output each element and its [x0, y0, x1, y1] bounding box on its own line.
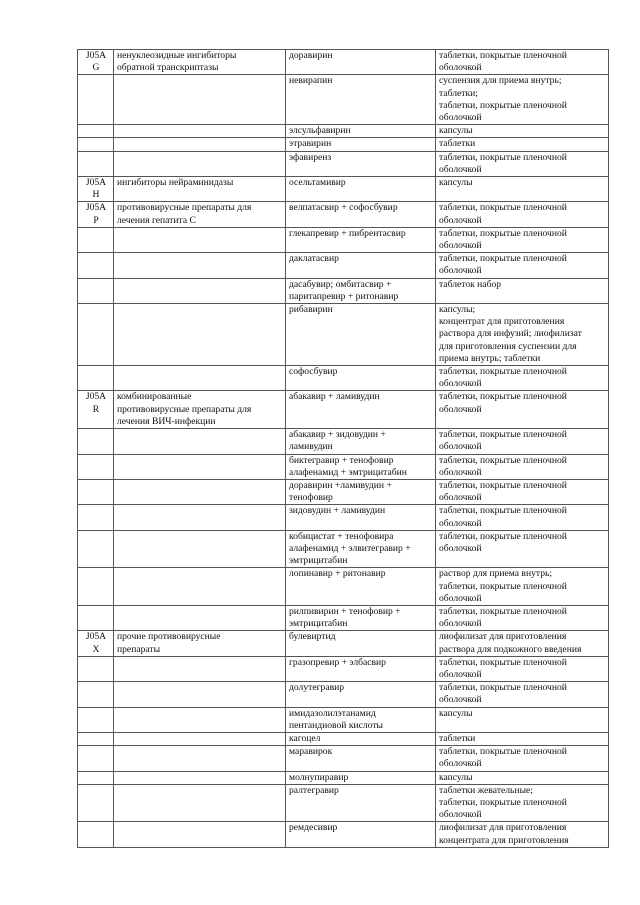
dosage-form-cell: таблетки жевательные; таблетки, покрытые пленочной оболочкой — [436, 784, 609, 822]
pharmacological-group-cell — [114, 366, 286, 391]
pharmacological-group-cell — [114, 732, 286, 745]
pharmacological-group-cell — [114, 822, 286, 847]
atc-code-cell — [78, 227, 114, 252]
dosage-form-cell: лиофилизат для приготовления раствора для подкожного введения — [436, 631, 609, 656]
pharmacological-group-cell: ингибиторы нейраминидазы — [114, 177, 286, 202]
atc-code-cell — [78, 454, 114, 479]
atc-code-cell — [78, 253, 114, 278]
atc-code-cell — [78, 822, 114, 847]
atc-code-cell — [78, 75, 114, 125]
pharmacological-group-cell — [114, 530, 286, 568]
drug-name-cell: зидовудин + ламивудин — [286, 505, 436, 530]
drug-name-cell: рибавирин — [286, 304, 436, 366]
drug-name-cell: биктегравир + тенофовир алафенамид + эмтрицитабин — [286, 454, 436, 479]
table-row — [78, 568, 609, 606]
dosage-form-cell: таблетки, покрытые пленочной оболочкой — [436, 530, 609, 568]
pharmacological-group-cell — [114, 429, 286, 454]
table-row — [78, 771, 609, 784]
atc-code-cell — [78, 771, 114, 784]
pharmacological-group-cell: противовирусные препараты для лечения гепатита С — [114, 202, 286, 227]
dosage-form-cell: раствор для приема внутрь; таблетки, покрытые пленочной оболочкой — [436, 568, 609, 606]
table-row — [78, 707, 609, 732]
atc-code-cell — [78, 278, 114, 303]
atc-code-cell: J05A P — [78, 202, 114, 227]
atc-code-cell — [78, 505, 114, 530]
table-row — [78, 227, 609, 252]
drug-name-cell: маравирок — [286, 746, 436, 771]
dosage-form-cell: таблетки, покрытые пленочной оболочкой — [436, 429, 609, 454]
drug-name-cell: этравирин — [286, 138, 436, 151]
dosage-form-cell: суспензия для приема внутрь; таблетки; таблетки, покрытые пленочной оболочкой — [436, 75, 609, 125]
dosage-form-cell: таблетки, покрытые пленочной оболочкой — [436, 746, 609, 771]
pharmacological-group-cell: комбинированные противовирусные препараты для лечения ВИЧ-инфекции — [114, 391, 286, 429]
pharmacological-group-cell — [114, 138, 286, 151]
atc-code-cell — [78, 151, 114, 176]
table-row — [78, 278, 609, 303]
drug-name-cell: даклатасвир — [286, 253, 436, 278]
table-row — [78, 429, 609, 454]
dosage-form-cell: таблетки, покрытые пленочной оболочкой — [436, 454, 609, 479]
dosage-form-cell: капсулы — [436, 771, 609, 784]
pharmacological-group-cell — [114, 505, 286, 530]
pharmacological-group-cell — [114, 771, 286, 784]
document-page — [77, 49, 608, 848]
drug-name-cell: абакавир + зидовудин + ламивудин — [286, 429, 436, 454]
atc-code-cell — [78, 530, 114, 568]
dosage-form-cell: лиофилизат для приготовления концентрата для приготовления — [436, 822, 609, 847]
atc-code-cell — [78, 656, 114, 681]
atc-code-cell — [78, 479, 114, 504]
dosage-form-cell: таблетки — [436, 138, 609, 151]
table-row — [78, 151, 609, 176]
table-row — [78, 631, 609, 656]
drug-name-cell: булевиртид — [286, 631, 436, 656]
table-row — [78, 304, 609, 366]
pharmacological-group-cell — [114, 746, 286, 771]
table-row — [78, 125, 609, 138]
dosage-form-cell: капсулы — [436, 177, 609, 202]
dosage-form-cell: таблетки, покрытые пленочной оболочкой — [436, 151, 609, 176]
dosage-form-cell: капсулы; концентрат для приготовления раствора для инфузий; лиофилизат для приготовления суспензии для приема внутрь; таблетки — [436, 304, 609, 366]
dosage-form-cell: таблетки, покрытые пленочной оболочкой — [436, 656, 609, 681]
pharmacological-group-cell — [114, 479, 286, 504]
atc-code-cell — [78, 605, 114, 630]
dosage-form-cell: таблетки, покрытые пленочной оболочкой — [436, 366, 609, 391]
drug-name-cell: доравирин +ламивудин + тенофовир — [286, 479, 436, 504]
table-row — [78, 202, 609, 227]
pharmacological-group-cell — [114, 227, 286, 252]
atc-code-cell: J05A R — [78, 391, 114, 429]
pharmacological-group-cell — [114, 454, 286, 479]
table-row — [78, 822, 609, 847]
drug-name-cell: абакавир + ламивудин — [286, 391, 436, 429]
drug-name-cell: лопинавир + ритонавир — [286, 568, 436, 606]
atc-code-cell — [78, 366, 114, 391]
pharmacological-group-cell — [114, 784, 286, 822]
table-row — [78, 746, 609, 771]
atc-code-cell — [78, 125, 114, 138]
table-row — [78, 454, 609, 479]
drug-table — [77, 49, 609, 848]
drug-name-cell: невирапин — [286, 75, 436, 125]
table-row — [78, 75, 609, 125]
pharmacological-group-cell: ненуклеозидные ингибиторы обратной транскриптазы — [114, 50, 286, 75]
dosage-form-cell: капсулы — [436, 707, 609, 732]
pharmacological-group-cell — [114, 605, 286, 630]
atc-code-cell — [78, 784, 114, 822]
drug-name-cell: глекапревир + пибрентасвир — [286, 227, 436, 252]
table-row — [78, 605, 609, 630]
pharmacological-group-cell — [114, 151, 286, 176]
atc-code-cell — [78, 304, 114, 366]
table-row — [78, 732, 609, 745]
dosage-form-cell: таблетки, покрытые пленочной оболочкой — [436, 391, 609, 429]
dosage-form-cell: таблетки, покрытые пленочной оболочкой — [436, 605, 609, 630]
drug-name-cell: элсульфавирин — [286, 125, 436, 138]
drug-name-cell: кагоцел — [286, 732, 436, 745]
drug-name-cell: эфавиренз — [286, 151, 436, 176]
table-row — [78, 50, 609, 75]
dosage-form-cell: таблетки, покрытые пленочной оболочкой — [436, 253, 609, 278]
pharmacological-group-cell — [114, 656, 286, 681]
pharmacological-group-cell — [114, 568, 286, 606]
table-row — [78, 479, 609, 504]
drug-name-cell: осельтамивир — [286, 177, 436, 202]
pharmacological-group-cell — [114, 253, 286, 278]
atc-code-cell: J05A H — [78, 177, 114, 202]
table-row — [78, 138, 609, 151]
pharmacological-group-cell — [114, 125, 286, 138]
table-row — [78, 391, 609, 429]
atc-code-cell — [78, 429, 114, 454]
table-row — [78, 253, 609, 278]
dosage-form-cell: таблетки, покрытые пленочной оболочкой — [436, 505, 609, 530]
dosage-form-cell: таблетки, покрытые пленочной оболочкой — [436, 682, 609, 707]
atc-code-cell — [78, 707, 114, 732]
table-row — [78, 784, 609, 822]
drug-table-body — [78, 50, 609, 848]
pharmacological-group-cell — [114, 304, 286, 366]
dosage-form-cell: таблетки, покрытые пленочной оболочкой — [436, 479, 609, 504]
drug-name-cell: доравирин — [286, 50, 436, 75]
pharmacological-group-cell: прочие противовирусные препараты — [114, 631, 286, 656]
dosage-form-cell: таблетки — [436, 732, 609, 745]
pharmacological-group-cell — [114, 75, 286, 125]
table-row — [78, 505, 609, 530]
table-row — [78, 366, 609, 391]
drug-name-cell: молнупиравир — [286, 771, 436, 784]
atc-code-cell — [78, 732, 114, 745]
drug-name-cell: дасабувир; омбитасвир + паритапревир + ритонавир — [286, 278, 436, 303]
drug-name-cell: софосбувир — [286, 366, 436, 391]
drug-name-cell: велпатасвир + софосбувир — [286, 202, 436, 227]
atc-code-cell: J05A X — [78, 631, 114, 656]
atc-code-cell — [78, 746, 114, 771]
dosage-form-cell: таблеток набор — [436, 278, 609, 303]
table-row — [78, 682, 609, 707]
drug-name-cell: ралтегравир — [286, 784, 436, 822]
table-row — [78, 177, 609, 202]
atc-code-cell: J05A G — [78, 50, 114, 75]
drug-name-cell: долутегравир — [286, 682, 436, 707]
drug-name-cell: кобицистат + тенофовира алафенамид + элвитегравир + эмтрицитабин — [286, 530, 436, 568]
atc-code-cell — [78, 682, 114, 707]
pharmacological-group-cell — [114, 278, 286, 303]
atc-code-cell — [78, 138, 114, 151]
dosage-form-cell: таблетки, покрытые пленочной оболочкой — [436, 227, 609, 252]
table-row — [78, 656, 609, 681]
drug-name-cell: гразопревир + элбасвир — [286, 656, 436, 681]
pharmacological-group-cell — [114, 707, 286, 732]
pharmacological-group-cell — [114, 682, 286, 707]
drug-name-cell: ремдесивир — [286, 822, 436, 847]
drug-name-cell: имидазолилэтанамид пентандиовой кислоты — [286, 707, 436, 732]
dosage-form-cell: капсулы — [436, 125, 609, 138]
table-row — [78, 530, 609, 568]
dosage-form-cell: таблетки, покрытые пленочной оболочкой — [436, 50, 609, 75]
atc-code-cell — [78, 568, 114, 606]
dosage-form-cell: таблетки, покрытые пленочной оболочкой — [436, 202, 609, 227]
drug-name-cell: рилпивирин + тенофовир + эмтрицитабин — [286, 605, 436, 630]
